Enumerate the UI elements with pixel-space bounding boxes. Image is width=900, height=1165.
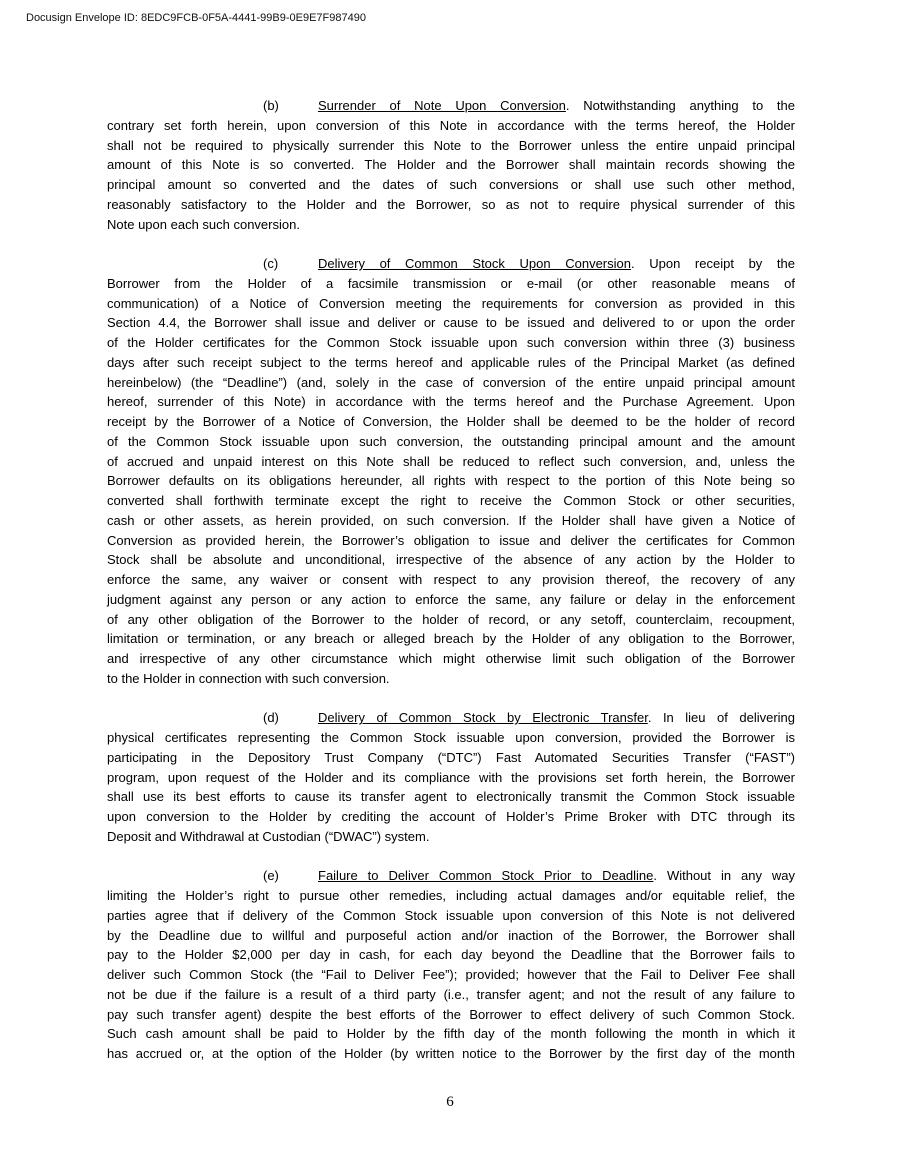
text-line: and irrespective of any other circumstance which might otherwise limit such obligation of the Borrower — [107, 651, 795, 666]
paragraph-first-line — [107, 866, 795, 886]
text-line: Borrower from the Holder of a facsimile transmission or e-mail (or other reasonable means of — [107, 275, 795, 291]
paragraph-first-line — [107, 254, 795, 274]
text-line: physical certificates representing the Common Stock issuable upon conversion, provided the Borrower is — [107, 730, 795, 745]
text-line: Deposit and Withdrawal at Custodian (“DWAC”) system. — [107, 828, 430, 844]
page-number: 6 — [446, 1094, 454, 1110]
text-line: shall use its best efforts to cause its transfer agent to electronically transmit the Common Stock issuable — [107, 789, 795, 805]
section-heading: Delivery of Common Stock Upon Conversion — [318, 256, 631, 271]
section-paragraph — [107, 96, 795, 234]
section-label: (d) — [263, 710, 279, 726]
text-line: parties agree that if delivery of the Common Stock issuable upon conversion of this Note is not delivered — [107, 907, 795, 923]
text-line: reasonably satisfactory to the Holder and the Borrower, so as not to require physical surrender of this — [107, 196, 795, 212]
section-label: (b) — [263, 98, 279, 113]
line-text: . Upon receipt by the — [631, 256, 795, 271]
paragraph-first-line — [107, 96, 795, 116]
section-heading: Failure to Deliver Common Stock Prior to Deadline — [318, 868, 654, 884]
section-heading: Surrender of Note Upon Conversion — [318, 98, 566, 113]
docusign-envelope-id: Docusign Envelope ID: 8EDC9FCB-0F5A-4441-99B9-0E9E7F987490 — [26, 12, 366, 24]
section-heading: Delivery of Common Stock by Electronic Transfer — [318, 710, 648, 726]
section-label: (c) — [263, 256, 279, 271]
text-line: upon conversion to the Holder by crediting the account of Holder’s Prime Broker with DTC through its — [107, 809, 795, 824]
document-body — [107, 96, 795, 1084]
text-line: limitation or termination, or any breach or alleged breach by the Holder of any obligation to the Borrower, — [107, 631, 795, 647]
text-line: Stock shall be absolute and unconditional, irrespective of the absence of any action by the Holder to — [107, 552, 795, 568]
text-line: pay such transfer agent) despite the best efforts of the Borrower to effect delivery of such Common Stock. — [107, 1006, 795, 1022]
section-label: (e) — [263, 868, 279, 884]
text-line: judgment against any person or any action to enforce the same, any failure or delay in the enforcement — [107, 591, 795, 607]
text-line: hereof, surrender of this Note) in accordance with the terms hereof and the Purchase Agreement. Upon — [107, 394, 795, 410]
section-paragraph — [107, 866, 795, 1064]
text-line: of accrued and unpaid interest on this Note shall be reduced to reflect such conversion, and, unless the — [107, 453, 795, 469]
text-line: limiting the Holder’s right to pursue other remedies, including actual damages and/or equitable relief, the — [107, 888, 795, 903]
text-line: not be due if the failure is a result of a third party (i.e., transfer agent; and not the result of any failure to — [107, 986, 795, 1002]
text-line: converted shall forthwith terminate except the right to receive the Common Stock or other securities, — [107, 493, 795, 508]
text-line: of the Common Stock issuable upon such conversion, the outstanding principal amount and the amount — [107, 433, 795, 449]
text-line: has accrued or, at the option of the Holder (by written notice to the Borrower by the first day of the month — [107, 1046, 795, 1061]
text-line: receipt by the Borrower of a Notice of Conversion, the Holder shall be deemed to be the holder of record — [107, 414, 795, 429]
text-line: Such cash amount shall be paid to Holder by the fifth day of the month following the month in which it — [107, 1026, 795, 1042]
line-text: . Without in any way — [653, 868, 796, 884]
text-line: participating in the Depository Trust Company (“DTC”) Fast Automated Securities Transfer (“FAST”) — [107, 749, 795, 765]
text-line: Note upon each such conversion. — [107, 216, 300, 232]
text-line: of any other obligation of the Borrower to the holder of record, or any setoff, counterclaim, recoupment, — [107, 611, 795, 627]
text-line: Section 4.4, the Borrower shall issue and deliver or cause to be issued and delivered to or upon the order — [107, 315, 795, 331]
section-paragraph — [107, 254, 795, 689]
text-line: communication) of a Notice of Conversion meeting the requirements for conversion as provided in this — [107, 295, 795, 311]
line-text: . Notwithstanding anything to the — [565, 98, 796, 113]
text-line: of the Holder certificates for the Common Stock issuable upon such conversion within three (3) business — [107, 335, 795, 350]
text-line: Borrower defaults on its obligations hereunder, all rights with respect to the portion of this Note being so — [107, 473, 795, 489]
text-line: to the Holder in connection with such conversion. — [107, 670, 390, 686]
text-line: by the Deadline due to willful and purposeful action and/or inaction of the Borrower, the Borrower shall — [107, 927, 795, 943]
text-line: shall not be required to physically surrender this Note to the Borrower unless the entire unpaid principal — [107, 137, 795, 153]
text-line: contrary set forth herein, upon conversion of this Note in accordance with the terms hereof, the Holder — [107, 117, 795, 133]
section-paragraph — [107, 708, 795, 846]
text-line: deliver such Common Stock (the “Fail to Deliver Fee”); provided; however that the Fail to Deliver Fee shall — [107, 967, 795, 982]
text-line: amount of this Note is so converted. The Holder and the Borrower shall maintain records showing the — [107, 157, 795, 173]
text-line: Conversion as provided herein, the Borrower’s obligation to issue and deliver the certificates for Common — [107, 532, 795, 548]
text-line: hereinbelow) (the “Deadline”) (and, solely in the case of conversion of the entire unpaid principal amount — [107, 374, 795, 390]
text-line: principal amount so converted and the dates of such conversions or shall use such other method, — [107, 177, 795, 192]
text-line: enforce the same, any waiver or consent with respect to any provision thereof, the recovery of any — [107, 572, 795, 587]
paragraph-first-line — [107, 708, 795, 728]
text-line: program, upon request of the Holder and its compliance with the provisions set forth herein, the Borrower — [107, 769, 795, 785]
text-line: days after such receipt subject to the terms hereof and applicable rules of the Principal Market (as defined — [107, 354, 795, 370]
line-text: . In lieu of delivering — [647, 710, 796, 726]
text-line: pay to the Holder $2,000 per day in cash, for each day beyond the Deadline that the Borrower fails to — [107, 947, 795, 963]
text-line: cash or other assets, as herein provided, on such conversion. If the Holder shall have given a Notice of — [107, 512, 795, 528]
